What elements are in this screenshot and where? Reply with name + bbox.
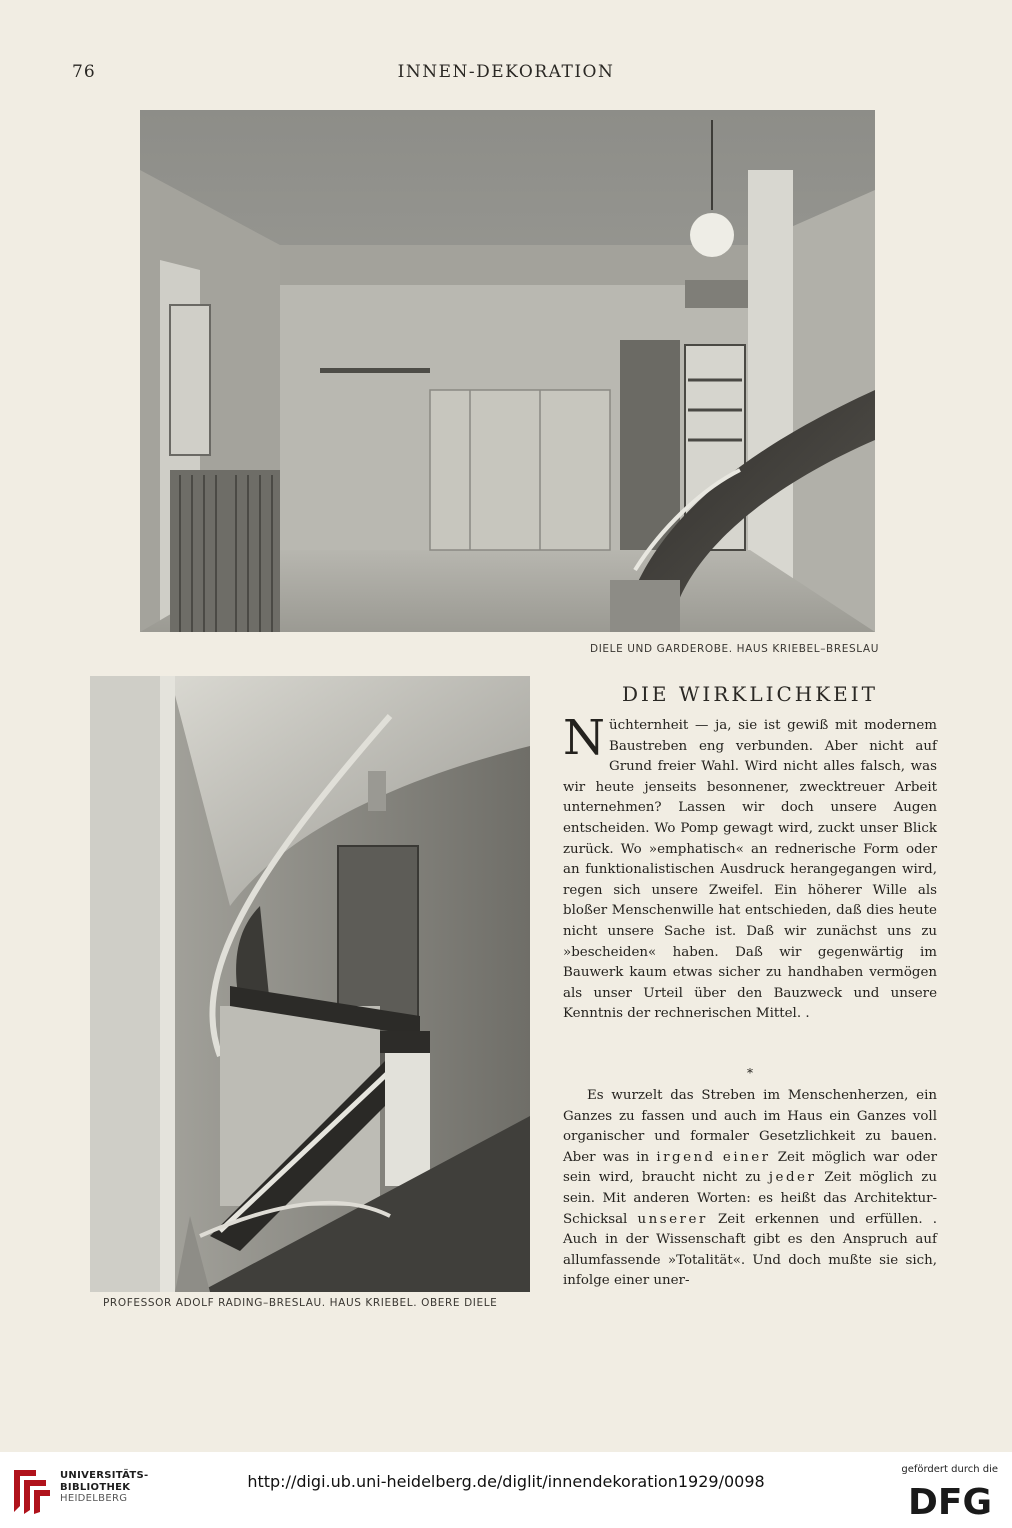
- figure-caption: PROFESSOR ADOLF RADING–BRESLAU. HAUS KRIEBEL. OBERE DIELE: [103, 1297, 498, 1309]
- hall-photo-illustration: [140, 110, 875, 632]
- library-name-line: UNIVERSITÄTS-: [60, 1470, 149, 1481]
- article-title: DIE WIRKLICHKEIT: [621, 682, 879, 706]
- section-separator: *: [747, 1066, 753, 1080]
- photo-hall-cloakroom: [140, 110, 875, 632]
- page-number: 76: [72, 62, 96, 82]
- emphasis-text: unserer: [637, 1211, 708, 1227]
- library-name-line: HEIDELBERG: [60, 1493, 128, 1504]
- paragraph-text: üchternheit — ja, sie ist gewiß mit modernem Baustreben eng verbunden. Aber nicht auf Grund freier Wahl. Wird nicht alles falsch, was wir heute jenseits besonnener, zwecktreuer Arbeit unternehmen? Lassen wir doch unsere Augen entscheiden. Wo Pomp gewagt wird, zuckt unser Blick zurück. Wo »emphatisch« an rednerische Form oder an funktionalistischen Ausdruck herangegangen wird, regen sich unsere Zweifel. Ein höherer Wille als bloßer Menschenwille hat entschieden, daß dies heute nicht unsere Sache ist. Daß wir zunächst uns zu »bescheiden« haben. Daß wir gegenwärtig im Bauwerk kaum etwas sicher zu handhaben vermögen als unser Urteil über den Bauzweck und unsere Kenntnis der rechnerischen Mittel. .: [563, 718, 937, 1022]
- drop-cap: N: [563, 710, 605, 766]
- figure-caption: DIELE UND GARDEROBE. HAUS KRIEBEL–BRESLAU: [590, 643, 879, 655]
- running-title: INNEN-DEKORATION: [397, 62, 615, 82]
- emphasis-text: irgend: [656, 1149, 716, 1165]
- emphasis-text: jeder: [768, 1170, 817, 1186]
- upper-hall-photo-illustration: [90, 676, 530, 1292]
- article-paragraph-2: [563, 1086, 937, 1292]
- article-paragraph-1: [563, 710, 937, 1025]
- footer-bar: [0, 1452, 1012, 1528]
- paragraph-text: [716, 1150, 723, 1165]
- paragraph-text: Zeit möglich zu sein. Mit anderen Worten: es heißt das Architektur-Schicksal: [563, 1170, 937, 1227]
- emphasis-text: einer: [722, 1149, 771, 1165]
- photo-upper-hall: [90, 676, 530, 1292]
- sponsor-label: gefördert durch die: [901, 1464, 998, 1475]
- library-name-line: BIBLIOTHEK: [60, 1481, 131, 1493]
- paragraph-text: Zeit möglich war oder sein wird, braucht nicht zu: [563, 1149, 938, 1186]
- paragraph-text: Zeit erkennen und erfüllen. . Auch in der Wissenschaft gibt es den Anspruch auf allumfassende »Totalität«. Und doch mußte sie sich, infolge einer uner-: [563, 1211, 937, 1289]
- dfg-logo-icon: [902, 1480, 998, 1518]
- paragraph-text: Es wurzelt das Streben im Menschenherzen, ein Ganzes zu fassen und auch im Haus ein Ganzes voll organischer und formaler Gesetzlichkeit zu bauen. Aber was in: [563, 1088, 937, 1165]
- source-url-link[interactable]: http://digi.ub.uni-heidelberg.de/diglit/innendekoration1929/0098: [247, 1472, 765, 1491]
- dfg-logo-text: DFG: [907, 1482, 993, 1518]
